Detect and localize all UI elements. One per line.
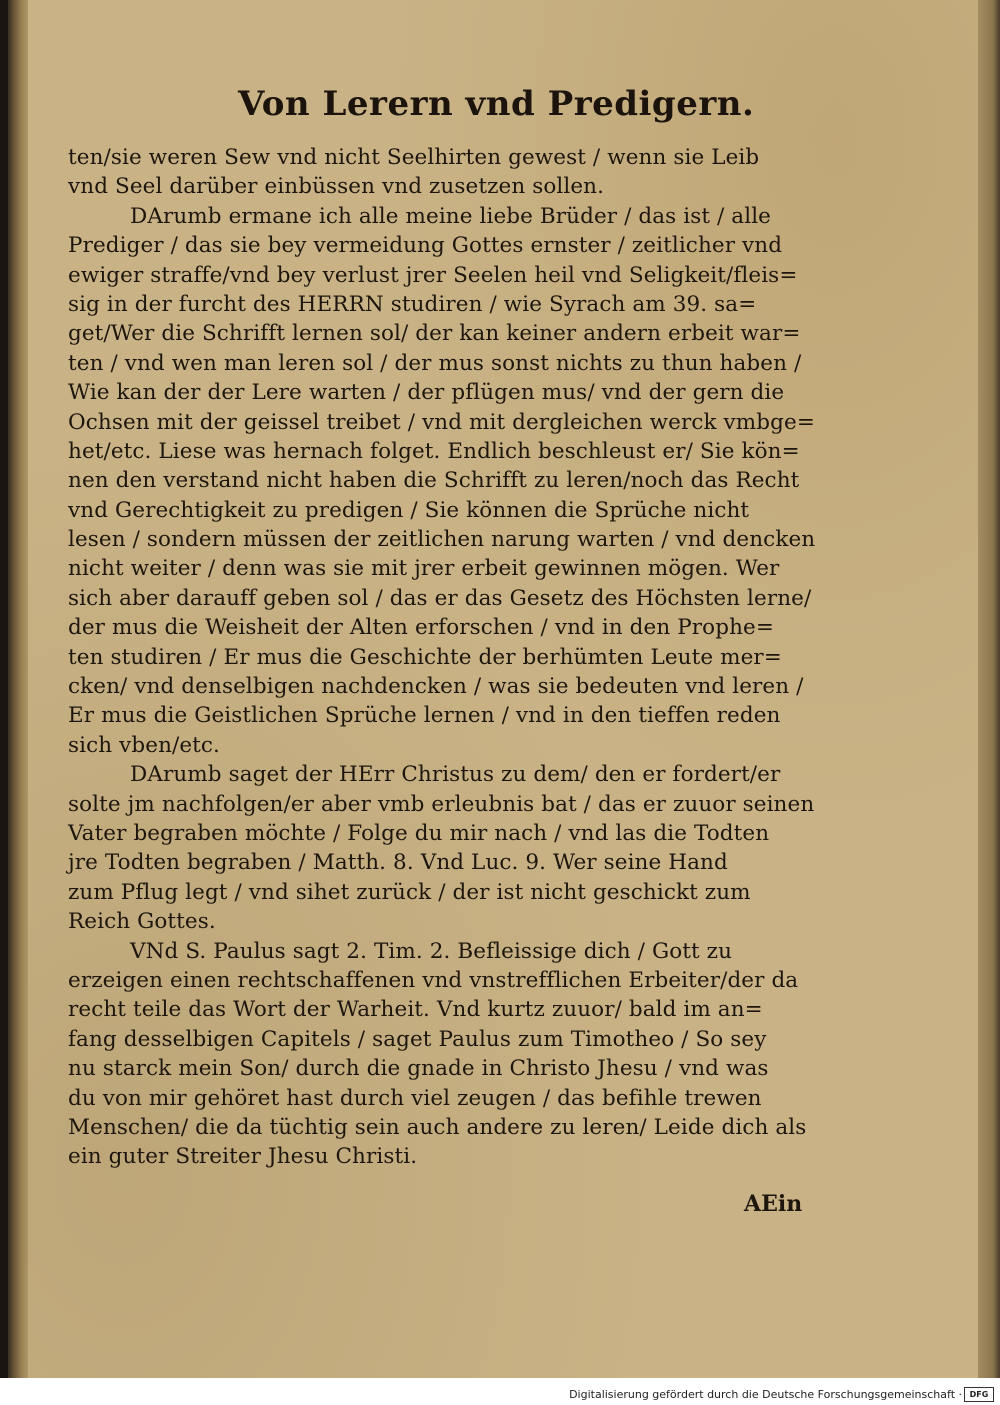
text-line: der mus die Weisheit der Alten erforschen / vnd in den Prophe= <box>68 615 774 641</box>
text-line: erzeigen einen rechtschaffenen vnd vnstrefflichen Erbeiter/der da <box>68 967 799 993</box>
text-line: solte jm nachfolgen/er aber vmb erleubnis bat / das er zuuor seinen <box>68 791 815 817</box>
text-line: nen den verstand nicht haben die Schrifft zu leren/noch das Recht <box>68 468 800 494</box>
text-line: sich vben/etc. <box>68 732 220 758</box>
text-line: Ochsen mit der geissel treibet / vnd mit dergleichen werck vmbge= <box>68 409 815 435</box>
text-line: ten studiren / Er mus die Geschichte der berhümten Leute mer= <box>68 644 782 670</box>
text-line: vnd Gerechtigkeit zu predigen / Sie können die Sprüche nicht <box>68 497 750 523</box>
text-line: nicht weiter / denn was sie mit jrer erbeit gewinnen mögen. Wer <box>68 556 780 582</box>
text-line: nu starck mein Son/ durch die gnade in Christo Jhesu / vnd was <box>68 1056 769 1082</box>
page-scan <box>28 0 978 1378</box>
text-line: jre Todten begraben / Matth. 8. Vnd Luc. 9. Wer seine Hand <box>68 850 728 876</box>
catchword: AEin <box>744 1191 803 1217</box>
body-text <box>68 143 828 1172</box>
text-line: fang desselbigen Capitels / saget Paulus zum Timotheo / So sey <box>68 1026 767 1052</box>
dfg-logo: DFG <box>964 1387 994 1402</box>
text-line: ein guter Streiter Jhesu Christi. <box>68 1144 418 1170</box>
running-head: Von Lerern vnd Predigern. <box>238 84 755 124</box>
text-line: zum Pflug legt / vnd sihet zurück / der ist nicht geschickt zum <box>68 879 751 905</box>
text-line: vnd Seel darüber einbüssen vnd zusetzen sollen. <box>68 174 605 200</box>
text-line: DArumb saget der HErr Christus zu dem/ den er fordert/er <box>130 762 781 788</box>
text-line: ewiger straffe/vnd bey verlust jrer Seelen heil vnd Seligkeit/fleis= <box>68 262 798 288</box>
text-line: ten/sie weren Sew vnd nicht Seelhirten gewest / wenn sie Leib <box>68 145 760 170</box>
text-line: recht teile das Wort der Warheit. Vnd kurtz zuuor/ bald im an= <box>68 997 763 1023</box>
text-line: Prediger / das sie bey vermeidung Gottes ernster / zeitlicher vnd <box>68 233 783 259</box>
text-line: lesen / sondern müssen der zeitlichen narung warten / vnd dencken <box>68 527 816 553</box>
funding-credit: Digitalisierung gefördert durch die Deutsche Forschungsgemeinschaft · <box>569 1388 962 1401</box>
text-line: Vater begraben möchte / Folge du mir nach / vnd las die Todten <box>68 820 770 846</box>
text-line: Er mus die Geistlichen Sprüche lernen / vnd in den tieffen reden <box>68 703 781 729</box>
footer-bar <box>0 1384 1000 1405</box>
text-line: Wie kan der der Lere warten / der pflügen mus/ vnd der gern die <box>68 380 785 406</box>
text-line: sig in der furcht des HERRN studiren / wie Syrach am 39. sa= <box>68 291 757 317</box>
text-line: DArumb ermane ich alle meine liebe Brüder / das ist / alle <box>130 203 772 229</box>
text-line: get/Wer die Schrifft lernen sol/ der kan keiner andern erbeit war= <box>68 321 801 347</box>
text-line: Menschen/ die da tüchtig sein auch andere zu leren/ Leide dich als <box>68 1114 807 1140</box>
text-line: het/etc. Liese was hernach folget. Endlich beschleust er/ Sie kön= <box>68 438 800 464</box>
text-line: cken/ vnd denselbigen nachdencken / was sie bedeuten vnd leren / <box>68 674 804 700</box>
text-line: VNd S. Paulus sagt 2. Tim. 2. Befleissige dich / Gott zu <box>130 938 733 964</box>
text-line: Reich Gottes. <box>68 909 216 935</box>
text-line: du von mir gehöret hast durch viel zeugen / das befihle trewen <box>68 1085 762 1111</box>
text-line: ten / vnd wen man leren sol / der mus sonst nichts zu thun haben / <box>68 350 802 376</box>
text-line: sich aber darauff geben sol / das er das Gesetz des Höchsten lerne/ <box>68 585 812 611</box>
